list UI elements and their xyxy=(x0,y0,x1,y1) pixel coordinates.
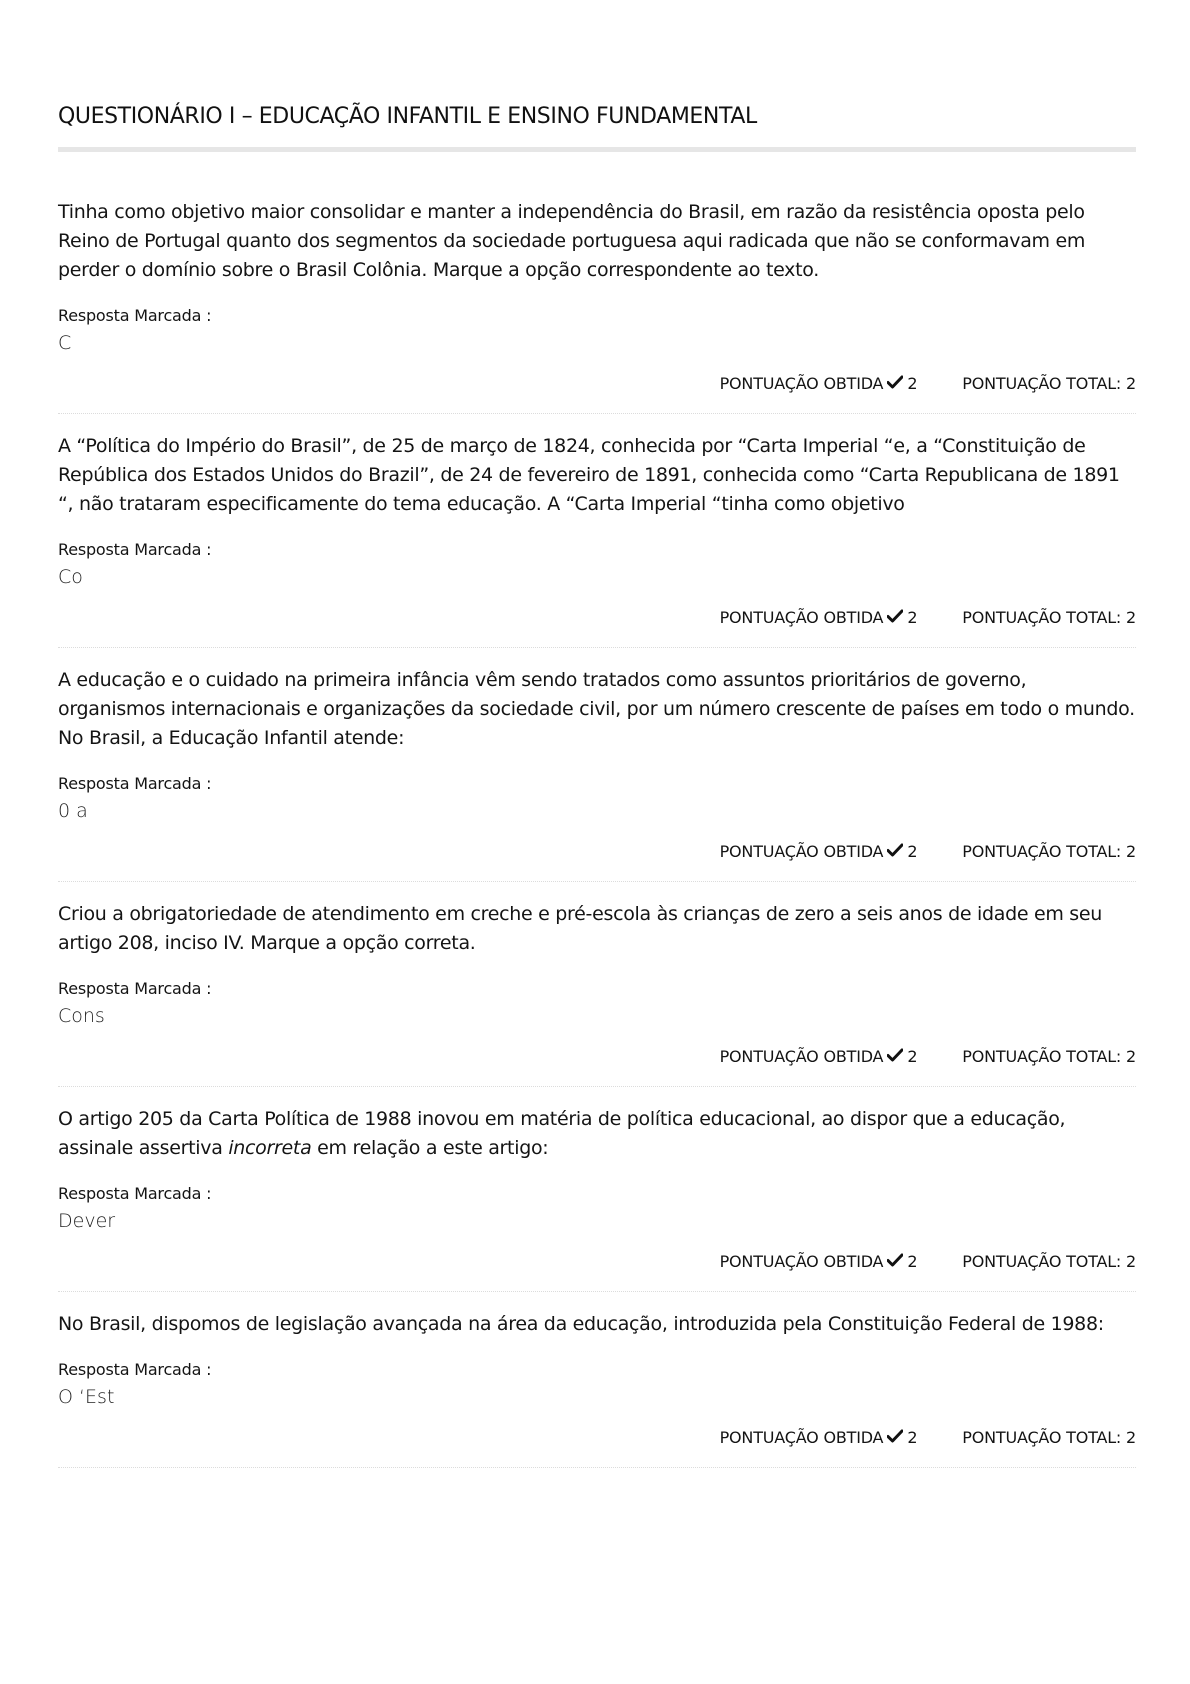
score-obtained-label: PONTUAÇÃO OBTIDA xyxy=(719,1047,884,1066)
question-text-start: O artigo 205 da Carta Política de 1988 inovou em matéria de política educacional, ao dispor que a educação, assinale assertiva xyxy=(58,1108,1066,1159)
score-total: PONTUAÇÃO TOTAL: 2 xyxy=(962,1252,1136,1271)
score-obtained-label: PONTUAÇÃO OBTIDA xyxy=(719,1252,884,1271)
score-total: PONTUAÇÃO TOTAL: 2 xyxy=(962,842,1136,861)
answer-value: 0 a xyxy=(58,800,88,822)
score-obtained xyxy=(720,373,918,395)
answer-value: Dever xyxy=(58,1210,116,1232)
score-obtained-value: 2 xyxy=(907,1252,918,1271)
question-item xyxy=(58,1310,1136,1468)
score-obtained xyxy=(720,1427,918,1449)
score-obtained-label: PONTUAÇÃO OBTIDA xyxy=(719,1428,884,1447)
score-obtained-value: 2 xyxy=(907,1047,918,1066)
question-list xyxy=(58,198,1136,1468)
question-item xyxy=(58,900,1136,1087)
title-divider xyxy=(58,147,1136,152)
check-icon xyxy=(887,375,903,389)
score-obtained xyxy=(720,607,918,629)
score-obtained-label: PONTUAÇÃO OBTIDA xyxy=(719,374,884,393)
answer-value: Cons xyxy=(58,1005,105,1027)
answer-label: Resposta Marcada : xyxy=(58,774,212,793)
answer-value: C xyxy=(58,332,72,354)
question-text xyxy=(58,1105,1136,1163)
question-text: Tinha como objetivo maior consolidar e manter a independência do Brasil, em razão da resistência oposta pelo Reino de Portugal quanto dos segmentos da sociedade portuguesa aqui radicada que não se conformavam em perder o domínio sobre o Brasil Colônia. Marque a opção correspondente ao texto. xyxy=(58,201,1086,281)
score-total: PONTUAÇÃO TOTAL: 2 xyxy=(962,1428,1136,1447)
score-obtained-value: 2 xyxy=(907,842,918,861)
answer-label: Resposta Marcada : xyxy=(58,1360,212,1379)
score-total: PONTUAÇÃO TOTAL: 2 xyxy=(962,374,1136,393)
score-row xyxy=(58,841,1136,882)
score-obtained xyxy=(720,1046,918,1068)
check-icon xyxy=(887,1048,903,1062)
score-row xyxy=(58,1046,1136,1087)
answer-label: Resposta Marcada : xyxy=(58,540,212,559)
score-row xyxy=(58,607,1136,648)
question-text: No Brasil, dispomos de legislação avançada na área da educação, introduzida pela Constituição Federal de 1988: xyxy=(58,1313,1104,1335)
answer-label: Resposta Marcada : xyxy=(58,979,212,998)
score-obtained-label: PONTUAÇÃO OBTIDA xyxy=(719,842,884,861)
score-total: PONTUAÇÃO TOTAL: 2 xyxy=(962,608,1136,627)
question-text: Criou a obrigatoriedade de atendimento em creche e pré-escola às crianças de zero a seis anos de idade em seu artigo 208, inciso IV. Marque a opção correta. xyxy=(58,903,1103,954)
score-row xyxy=(58,373,1136,414)
check-icon xyxy=(887,1429,903,1443)
score-total: PONTUAÇÃO TOTAL: 2 xyxy=(962,1047,1136,1066)
score-obtained xyxy=(720,1251,918,1273)
score-obtained xyxy=(720,841,918,863)
score-obtained-value: 2 xyxy=(907,374,918,393)
question-item xyxy=(58,198,1136,414)
answer-value: O ‘Est xyxy=(58,1386,115,1408)
score-obtained-value: 2 xyxy=(907,1428,918,1447)
question-item xyxy=(58,432,1136,648)
page-title: QUESTIONÁRIO I – EDUCAÇÃO INFANTIL E ENSINO FUNDAMENTAL xyxy=(58,104,757,129)
check-icon xyxy=(887,1253,903,1267)
score-obtained-label: PONTUAÇÃO OBTIDA xyxy=(719,608,884,627)
question-text: A educação e o cuidado na primeira infância vêm sendo tratados como assuntos prioritários de governo, organismos internacionais e organizações da sociedade civil, por um número crescente de países em todo o mundo. No Brasil, a Educação Infantil atende: xyxy=(58,669,1135,749)
question-item xyxy=(58,1105,1136,1292)
question-text-end: em relação a este artigo: xyxy=(311,1137,549,1159)
answer-value: Co xyxy=(58,566,83,588)
question-text-emphasis: incorreta xyxy=(228,1137,312,1159)
questionnaire-page xyxy=(58,0,1136,1468)
check-icon xyxy=(887,609,903,623)
score-obtained-value: 2 xyxy=(907,608,918,627)
score-row xyxy=(58,1427,1136,1468)
answer-label: Resposta Marcada : xyxy=(58,306,212,325)
answer-label: Resposta Marcada : xyxy=(58,1184,212,1203)
score-row xyxy=(58,1251,1136,1292)
question-item xyxy=(58,666,1136,882)
check-icon xyxy=(887,843,903,857)
question-text: A “Política do Império do Brasil”, de 25 de março de 1824, conhecida por “Carta Imperial “e, a “Constituição de República dos Estados Unidos do Brazil”, de 24 de fevereiro de 1891, conhecida como “Carta Republicana de 1891 “, não trataram especificamente do tema educação. A “Carta Imperial “tinha como objetivo xyxy=(58,435,1120,515)
